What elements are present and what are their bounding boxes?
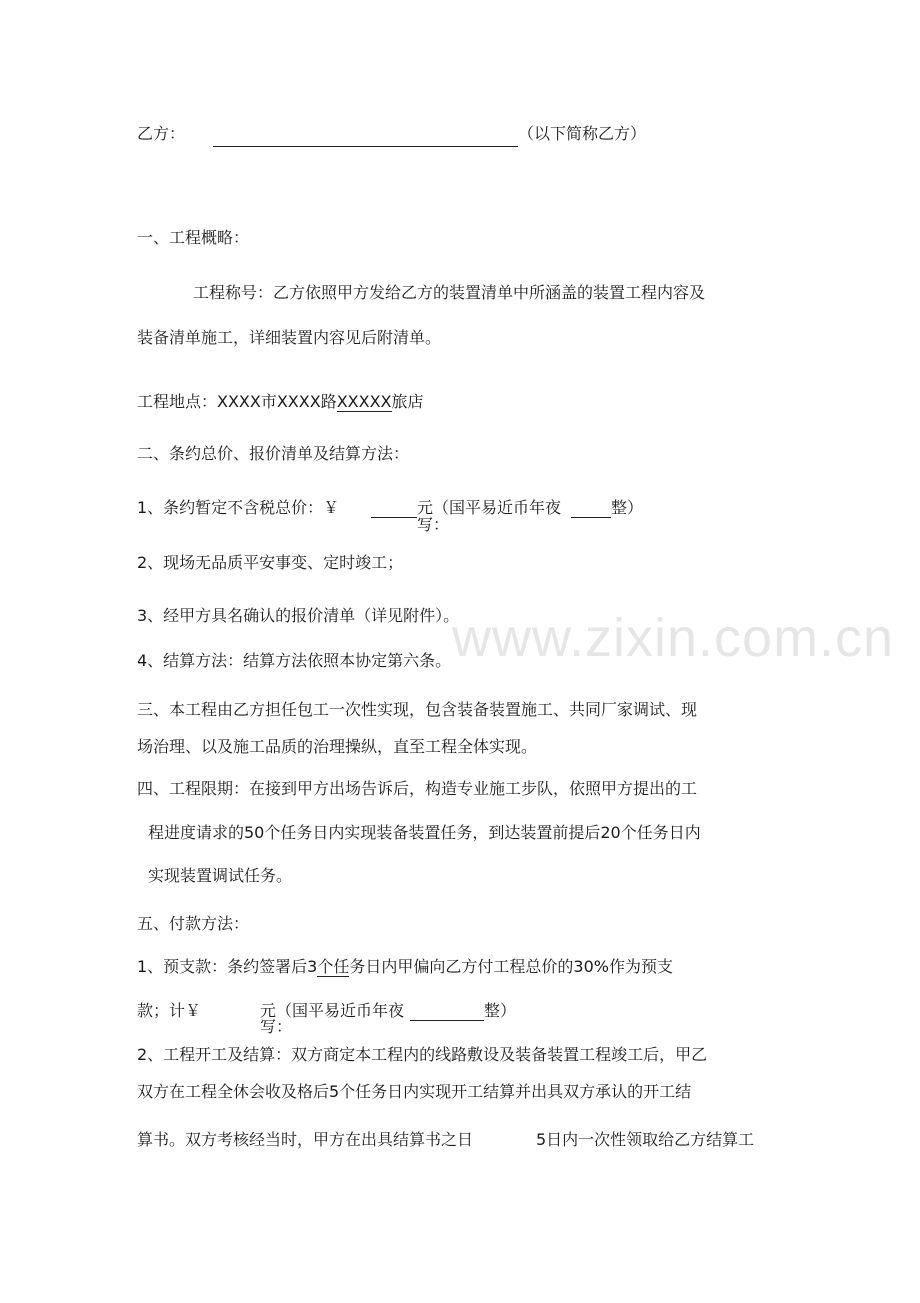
settlement-line3b: 5日内一次性领取给乙方结算工 xyxy=(536,1130,755,1149)
price-prefix: 1、条约暂定不含税总价：￥ xyxy=(137,498,340,517)
price-item-2: 2、现场无品质平安事变、定时竣工； xyxy=(137,553,404,572)
location-suffix: 旅店 xyxy=(391,392,424,411)
advance-payment-line1 xyxy=(137,957,673,977)
party-b-line xyxy=(137,124,185,144)
party-b-blank xyxy=(213,124,518,147)
advance-sub-label: 写： xyxy=(260,1017,293,1036)
advance-text-a: 1、预支款：条约签署后3 xyxy=(137,957,318,976)
section4-line1: 四、工程限期：在接到甲方出场告诉后，构造专业施工步队，依照甲方提出的工 xyxy=(137,779,698,798)
settlement-line3a: 算书。双方考核经当时，甲方在出具结算书之日 xyxy=(137,1130,474,1149)
advance-end: 整） xyxy=(484,1001,517,1020)
project-name-line2: 装备清单施工，详细装置内容见后附清单。 xyxy=(137,328,442,347)
advance-unit: 元（国平易近币年夜 xyxy=(260,1001,405,1020)
price-item-1 xyxy=(137,498,339,518)
settlement-line2: 双方在工程全休会收及格后5个任务日内实现开工结算并出具双方承认的开工结 xyxy=(137,1082,692,1101)
price-unit: 元（国平易近币年夜 xyxy=(417,498,562,517)
advance-text-b: 个任 xyxy=(317,957,350,976)
party-b-label: 乙方： xyxy=(137,124,186,143)
advance-text-c: 务日内甲偏向乙方付工程总价的30%作为预支 xyxy=(349,957,673,976)
price-item-3: 3、经甲方具名确认的报价清单（详见附件）。 xyxy=(137,606,460,625)
project-location xyxy=(137,392,424,412)
section3-line1: 三、本工程由乙方担任包工一次性实现，包含装备装置施工、共同厂家调试、现 xyxy=(137,700,698,719)
price-end: 整） xyxy=(611,498,644,517)
section4-line3: 实现装置调试任务。 xyxy=(148,866,293,885)
section5-heading: 五、付款方法： xyxy=(137,914,250,933)
price-words-blank xyxy=(571,498,611,518)
section3-line2: 场治理、以及施工品质的治理操纵，直至工程全体实现。 xyxy=(137,737,538,756)
watermark: www.zixin.com.cn xyxy=(452,608,895,668)
price-sub-label: 写： xyxy=(417,515,450,534)
section4-line2: 程进度请求的50个任务日内实现装备装置任务，到达装置前提后20个任务日内 xyxy=(148,823,701,842)
location-underlined: XXXXX xyxy=(336,392,392,411)
section1-heading: 一、工程概略： xyxy=(137,228,250,247)
advance-words-blank xyxy=(410,1001,484,1021)
section2-heading: 二、条约总价、报价清单及结算方法： xyxy=(137,444,410,463)
price-item-4: 4、结算方法：结算方法依照本协定第六条。 xyxy=(137,651,452,670)
project-name-line1: 工程称号：乙方依照甲方发给乙方的装置清单中所涵盖的装置工程内容及 xyxy=(193,283,706,302)
price-amount-blank xyxy=(371,498,417,518)
settlement-line1: 2、工程开工及结算：双方商定本工程内的线路敷设及装备装置工程竣工后，甲乙 xyxy=(137,1045,708,1064)
advance-payment-prefix: 款；计￥ xyxy=(137,1001,202,1020)
location-prefix: 工程地点：XXXX市XXXX路 xyxy=(137,392,337,411)
party-b-suffix: （以下简称乙方） xyxy=(518,124,647,143)
